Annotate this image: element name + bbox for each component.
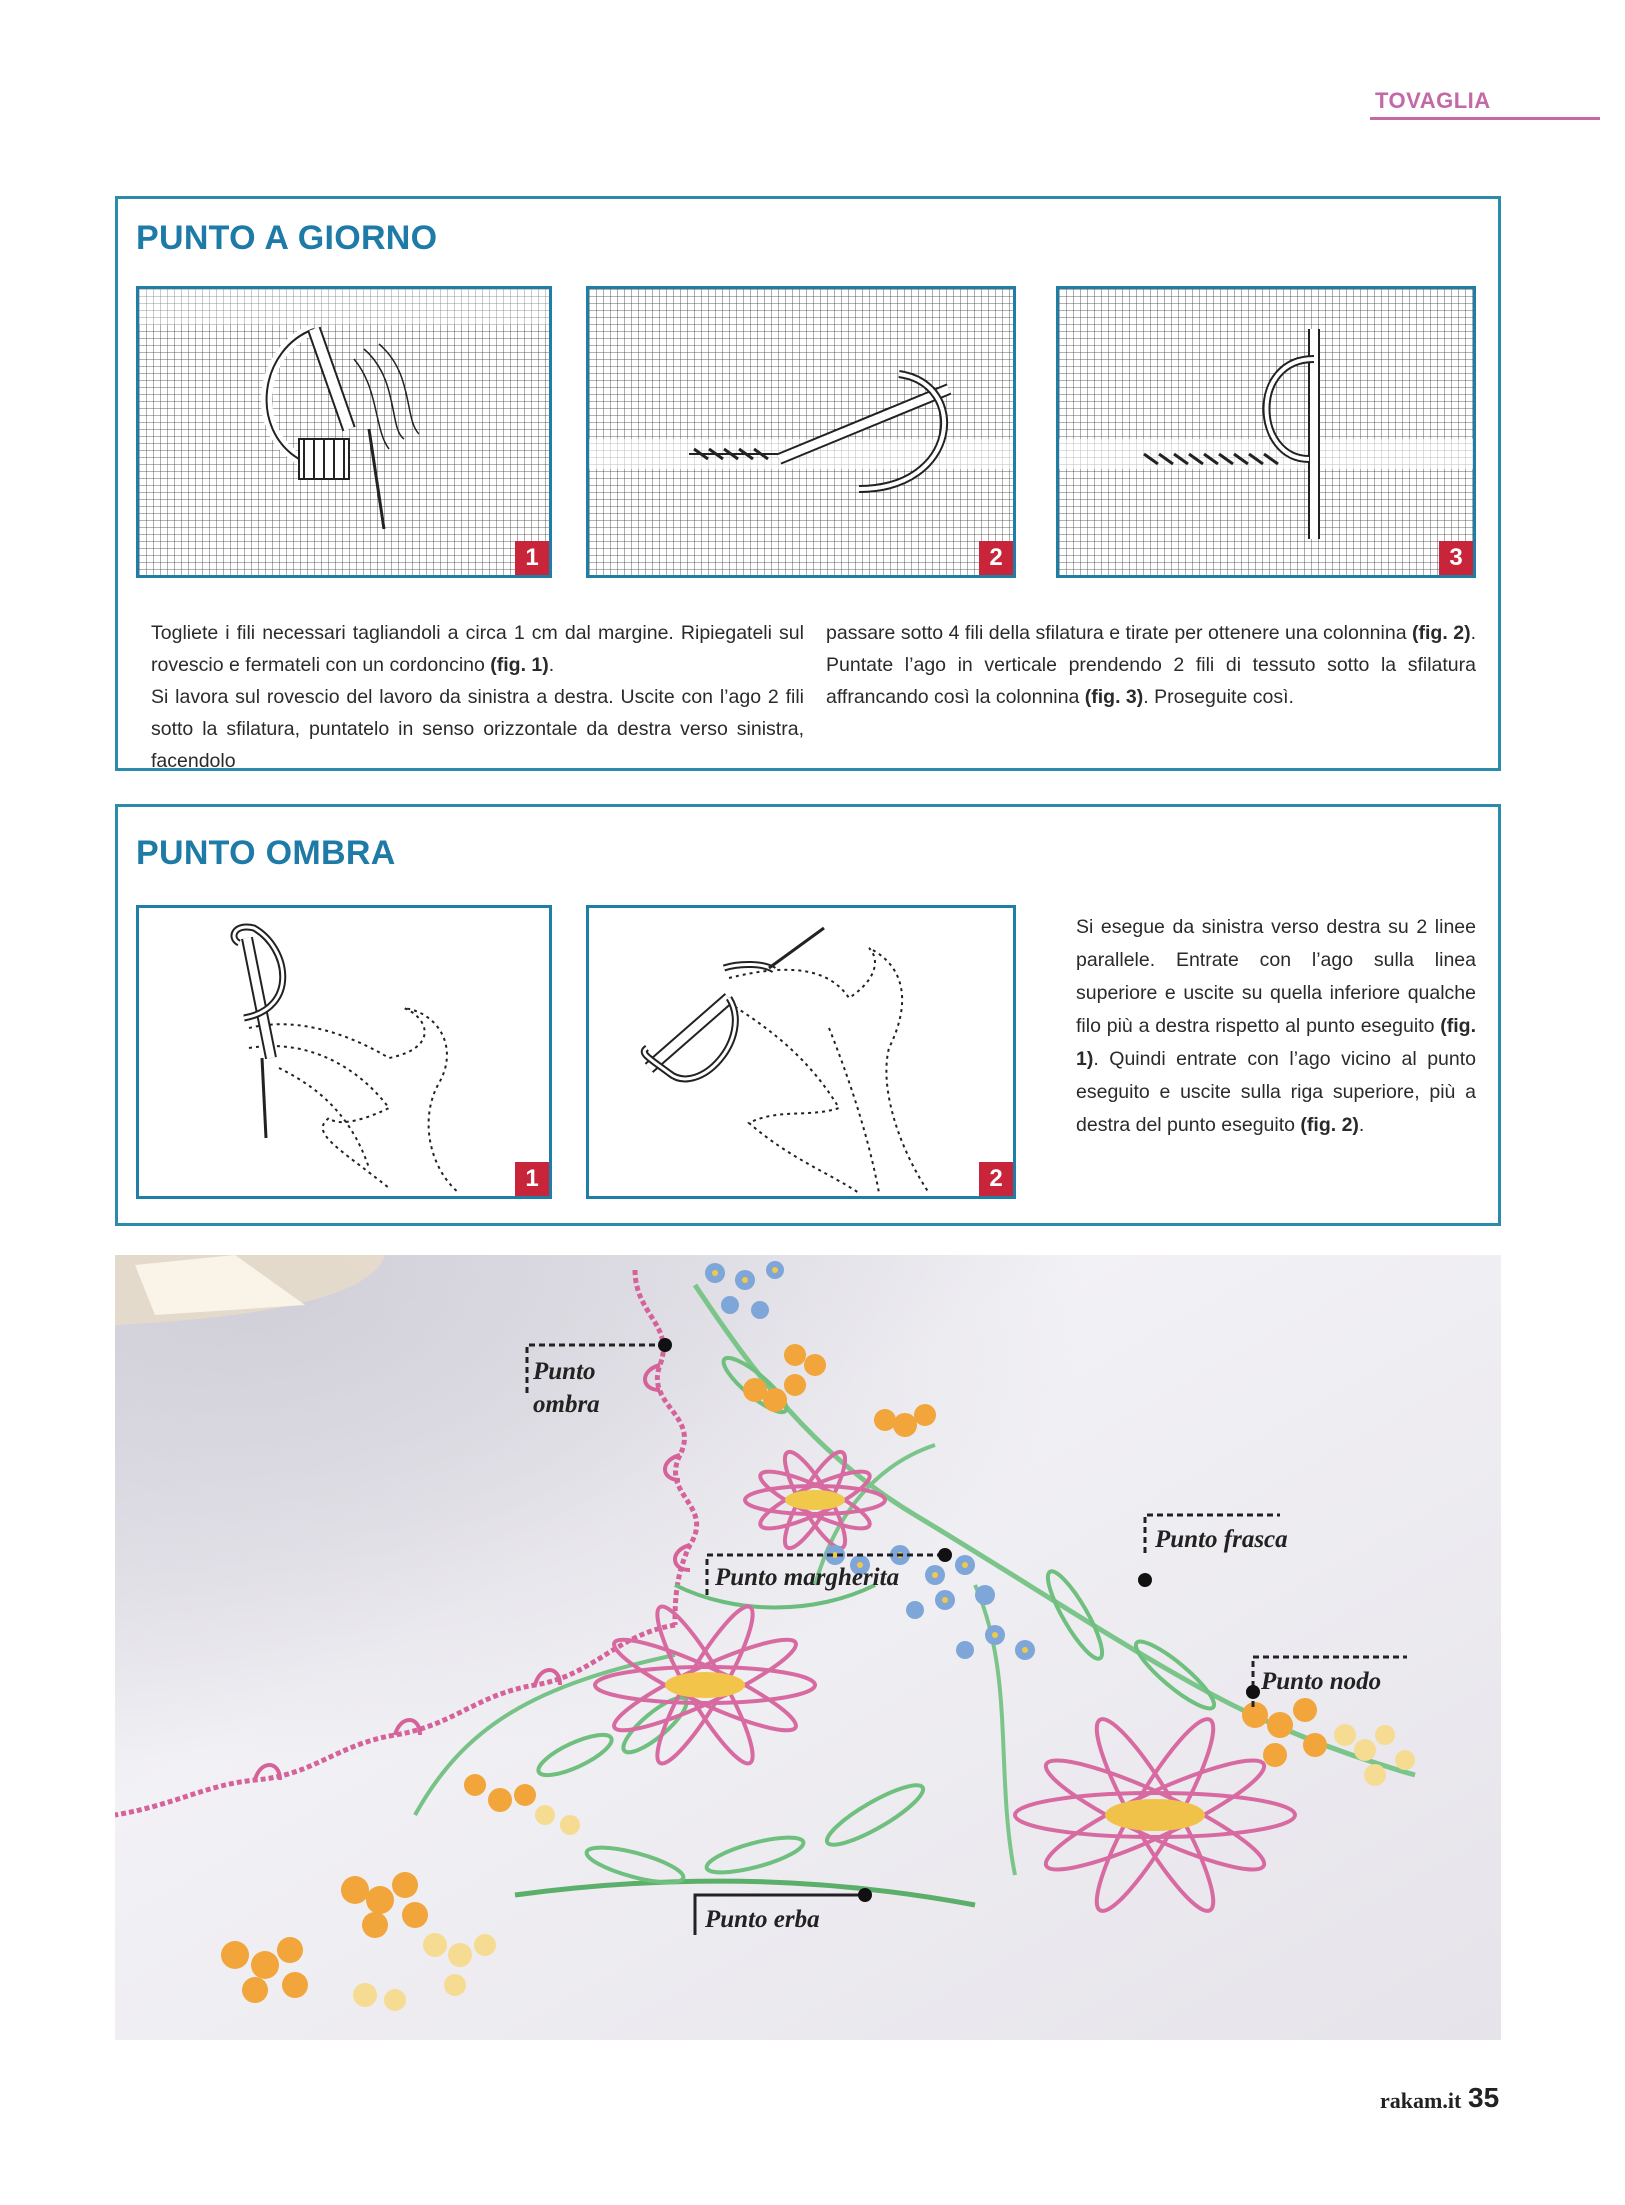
giorno-figure-3	[1056, 286, 1476, 578]
giorno-figure-3-number: 3	[1439, 541, 1473, 575]
giorno-paragraph-3: passare sotto 4 fili della sfilatura e tirate per ottenere una colonnina (fig. 2). Puntate l’ago in verticale prendendo 2 fili di tessuto sotto la sfilatura affrancando così la colonnina (fig. 3). Proseguite così.	[826, 622, 1476, 708]
ombra-paragraph: Si esegue da sinistra verso destra su 2 linee parallele. Entrate con l’ago sulla linea superiore e uscite su quella inferiore qualche filo più a destra rispetto al punto eseguito (fig. 1). Quindi entrate con l’ago vicino al punto eseguito e uscite sulla riga superiore, più a destra del punto eseguito (fig. 2).	[1076, 916, 1476, 1136]
punto-ombra-box	[115, 804, 1501, 1226]
ombra-figure-1-number: 1	[515, 1162, 549, 1196]
giorno-fig3-illustration	[1059, 289, 1473, 575]
ombra-figure-2-number: 2	[979, 1162, 1013, 1196]
callout-punto-ombra-line1: Punto	[533, 1358, 596, 1385]
embroidery-photo	[115, 1255, 1501, 2040]
section-rule	[1370, 117, 1600, 120]
giorno-paragraph-2: Si lavora sul rovescio del lavoro da sinistra a destra. Uscite con l’ago 2 fili sotto la sfilatura, puntatelo in senso orizzontale da destra verso sinistra, facendolo	[151, 686, 804, 772]
callout-punto-frasca: Punto frasca	[1155, 1526, 1288, 1553]
footer-brand: rakam.it	[1380, 2088, 1462, 2113]
giorno-figure-1-number: 1	[515, 541, 549, 575]
callout-punto-ombra	[533, 1355, 600, 1421]
callout-punto-margherita: Punto margherita	[715, 1564, 900, 1591]
callout-punto-ombra-line2: ombra	[533, 1391, 600, 1418]
ombra-fig1-illustration	[139, 908, 549, 1196]
giorno-figure-1	[136, 286, 552, 578]
giorno-fig1-illustration	[139, 289, 549, 575]
giorno-figure-2	[586, 286, 1016, 578]
punto-giorno-box	[115, 196, 1501, 771]
punto-giorno-title: PUNTO A GIORNO	[136, 219, 438, 257]
giorno-text-col1	[151, 617, 804, 777]
ombra-figure-1	[136, 905, 552, 1199]
ombra-fig2-illustration	[589, 908, 1013, 1196]
ombra-text	[1076, 911, 1476, 1142]
callout-punto-erba: Punto erba	[705, 1906, 820, 1933]
giorno-figure-2-number: 2	[979, 541, 1013, 575]
section-tag: TOVAGLIA	[1375, 88, 1491, 113]
punto-ombra-title: PUNTO OMBRA	[136, 834, 396, 872]
giorno-text-col2	[826, 617, 1476, 713]
page-number: 35	[1468, 2082, 1500, 2113]
callout-punto-nodo: Punto nodo	[1261, 1668, 1382, 1695]
ombra-figure-2	[586, 905, 1016, 1199]
giorno-fig2-illustration	[589, 289, 1013, 575]
giorno-paragraph-1: Togliete i fili necessari tagliandoli a circa 1 cm dal margine. Ripiegateli sul rovescio e fermateli con un cordoncino (fig. 1).	[151, 622, 804, 676]
